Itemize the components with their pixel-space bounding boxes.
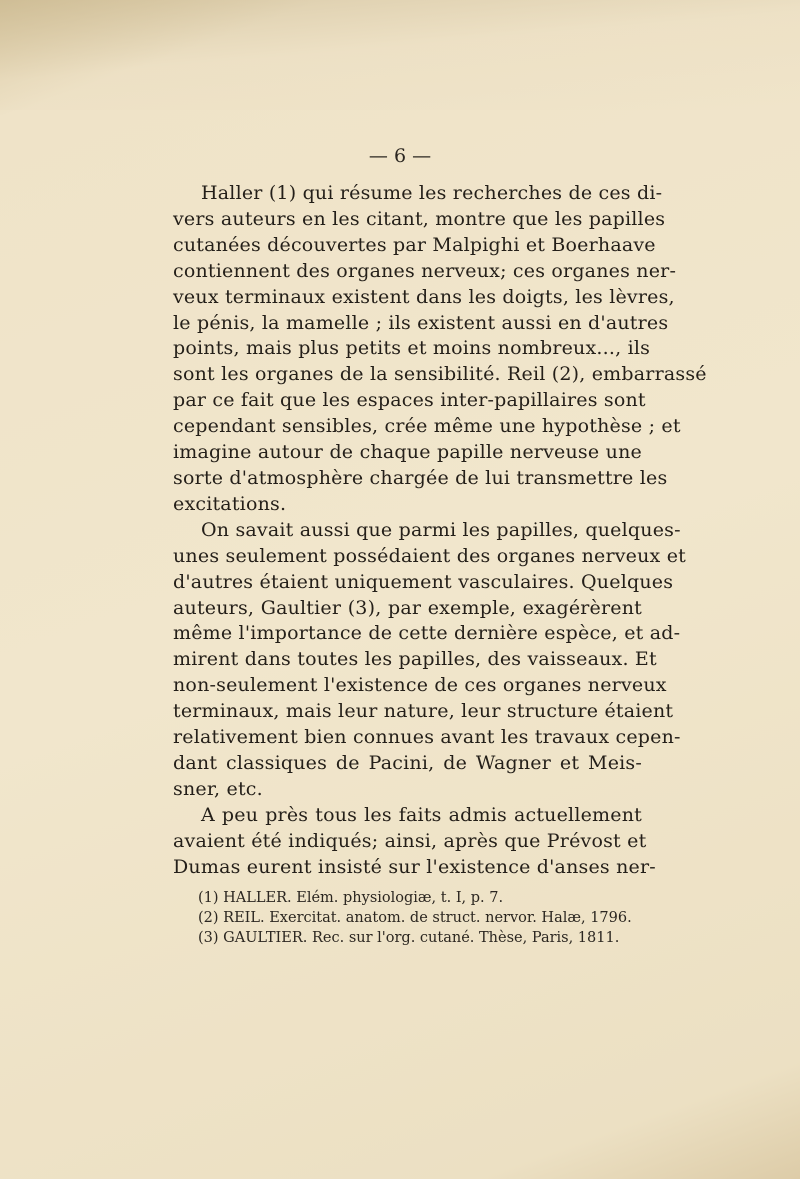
body-line: Dumas eurent insisté sur l'existence d'anses ner- — [173, 855, 656, 878]
body-line: auteurs, Gaultier (3), par exemple, exagérèrent — [173, 596, 642, 619]
body-line: vers auteurs en les citant, montre que les papilles — [173, 207, 666, 230]
body-line: même l'importance de cette dernière espèce, et ad- — [173, 622, 681, 645]
body-line: non-seulement l'existence de ces organes nerveux — [173, 674, 667, 697]
page-fold-shadow — [0, 0, 800, 110]
body-line: unes seulement possédaient des organes nerveux et — [173, 544, 686, 567]
body-line: imagine autour de chaque papille nerveuse une — [173, 441, 642, 464]
body-line: cependant sensibles, crée même une hypothèse ; et — [173, 415, 681, 438]
body-line: sont les organes de la sensibilité. Reil (2), embarrassé — [173, 363, 707, 386]
body-line: terminaux, mais leur nature, leur structure étaient — [173, 700, 674, 723]
body-line: sorte d'atmosphère chargée de lui transmettre les — [173, 466, 668, 489]
body-line: cutanées découvertes par Malpighi et Boerhaave — [173, 233, 656, 256]
body-line: relativement bien connues avant les travaux cepen- — [173, 726, 681, 749]
body-text — [173, 181, 707, 880]
body-line: On savait aussi que parmi les papilles, quelques- — [201, 518, 681, 541]
footnotes — [198, 888, 658, 948]
body-line: A peu près tous les faits admis actuellement — [201, 803, 642, 826]
body-line: veux terminaux existent dans les doigts, les lèvres, — [173, 285, 675, 308]
body-line: Haller (1) qui résume les recherches de ces di- — [201, 182, 663, 204]
page-number: — 6 — — [368, 145, 432, 167]
footnote: (3) GAULTIER. Rec. sur l'org. cutané. Thèse, Paris, 1811. — [198, 930, 620, 946]
body-line: dant classiques de Pacini, de Wagner et Meis- — [173, 751, 642, 774]
footnote: (1) HALLER. Elém. physiologiæ, t. I, p. 7. — [198, 890, 504, 906]
body-line: contiennent des organes nerveux; ces organes ner- — [173, 259, 677, 282]
body-line: sner, etc. — [173, 777, 263, 800]
body-line: par ce fait que les espaces inter-papillaires sont — [173, 389, 646, 412]
body-line: le pénis, la mamelle ; ils existent aussi en d'autres — [173, 311, 669, 334]
footnote: (2) REIL. Exercitat. anatom. de struct. nervor. Halæ, 1796. — [198, 910, 632, 926]
body-line: avaient été indiqués; ainsi, après que Prévost et — [173, 829, 647, 852]
body-line: mirent dans toutes les papilles, des vaisseaux. Et — [173, 648, 657, 671]
body-line: d'autres étaient uniquement vasculaires. Quelques — [173, 570, 674, 593]
body-line: points, mais plus petits et moins nombreux..., ils — [173, 337, 651, 360]
body-line: excitations. — [173, 492, 287, 515]
